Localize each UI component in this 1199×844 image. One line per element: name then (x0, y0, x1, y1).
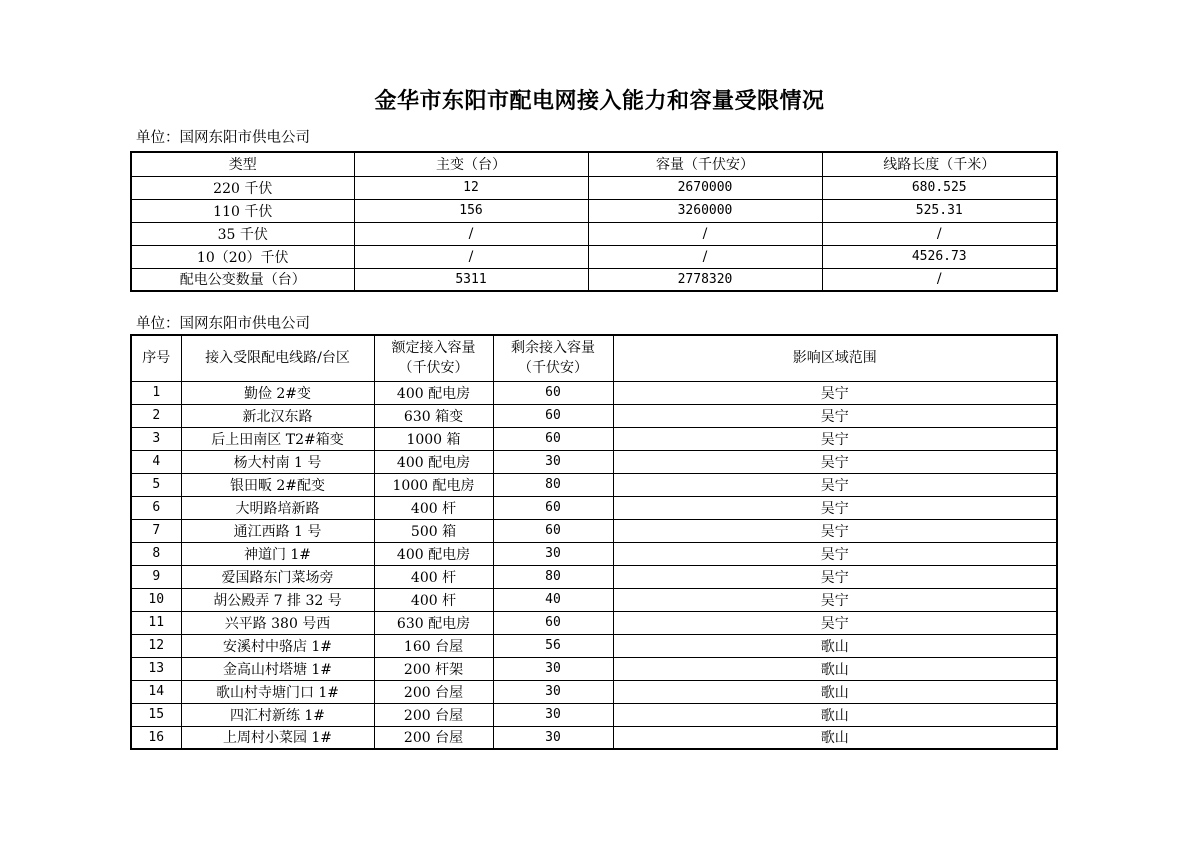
remaining-capacity-cell: 30 (493, 680, 613, 703)
seq-cell: 16 (131, 726, 181, 749)
remaining-capacity-cell: 60 (493, 404, 613, 427)
transformer-count-cell: / (354, 245, 588, 268)
seq-cell: 15 (131, 703, 181, 726)
line-length-cell: 680.525 (822, 176, 1057, 199)
line-name-cell: 兴平路 380 号西 (181, 611, 374, 634)
seq-cell: 7 (131, 519, 181, 542)
header-rated-capacity-line2: （千伏安） (398, 360, 469, 377)
transformer-count-cell: 12 (354, 176, 588, 199)
type-cell: 220 千伏 (131, 176, 354, 199)
remaining-capacity-cell: 30 (493, 542, 613, 565)
seq-cell: 9 (131, 565, 181, 588)
rated-capacity-cell: 1000 箱 (374, 427, 493, 450)
seq-cell: 1 (131, 381, 181, 404)
rated-capacity-cell: 200 台屋 (374, 703, 493, 726)
affected-area-cell: 歌山 (613, 726, 1057, 749)
line-name-cell: 勤俭 2#变 (181, 381, 374, 404)
type-cell: 配电公变数量（台） (131, 268, 354, 291)
affected-area-cell: 歌山 (613, 657, 1057, 680)
remaining-capacity-cell: 56 (493, 634, 613, 657)
restricted-row (131, 404, 1057, 427)
line-name-cell: 四汇村新练 1# (181, 703, 374, 726)
affected-area-cell: 吴宁 (613, 473, 1057, 496)
affected-area-cell: 歌山 (613, 680, 1057, 703)
rated-capacity-cell: 630 箱变 (374, 404, 493, 427)
line-length-cell: / (822, 268, 1057, 291)
seq-cell: 8 (131, 542, 181, 565)
rated-capacity-cell: 160 台屋 (374, 634, 493, 657)
rated-capacity-cell: 630 配电房 (374, 611, 493, 634)
rated-capacity-cell: 200 台屋 (374, 680, 493, 703)
affected-area-cell: 吴宁 (613, 450, 1057, 473)
affected-area-cell: 吴宁 (613, 542, 1057, 565)
transformer-count-cell: 5311 (354, 268, 588, 291)
restricted-row (131, 703, 1057, 726)
remaining-capacity-cell: 60 (493, 427, 613, 450)
affected-area-cell: 吴宁 (613, 404, 1057, 427)
seq-cell: 11 (131, 611, 181, 634)
line-name-cell: 神道门 1# (181, 542, 374, 565)
affected-area-cell: 吴宁 (613, 427, 1057, 450)
rated-capacity-cell: 400 配电房 (374, 381, 493, 404)
remaining-capacity-cell: 40 (493, 588, 613, 611)
type-cell: 10（20）千伏 (131, 245, 354, 268)
restricted-row (131, 381, 1057, 404)
capacity-cell: 2670000 (588, 176, 822, 199)
line-name-cell: 上周村小菜园 1# (181, 726, 374, 749)
affected-area-cell: 吴宁 (613, 381, 1057, 404)
header-seq: 序号 (131, 335, 181, 381)
rated-capacity-cell: 400 配电房 (374, 542, 493, 565)
restricted-row (131, 519, 1057, 542)
seq-cell: 5 (131, 473, 181, 496)
seq-cell: 6 (131, 496, 181, 519)
line-name-cell: 杨大村南 1 号 (181, 450, 374, 473)
header-remaining-capacity-line1: 剩余接入容量 (511, 340, 595, 357)
line-name-cell: 安溪村中骆店 1# (181, 634, 374, 657)
line-name-cell: 新北汉东路 (181, 404, 374, 427)
rated-capacity-cell: 200 杆架 (374, 657, 493, 680)
restricted-row (131, 634, 1057, 657)
header-affected-area: 影响区域范围 (613, 335, 1057, 381)
header-capacity: 容量（千伏安） (588, 152, 822, 176)
restricted-row (131, 680, 1057, 703)
remaining-capacity-cell: 30 (493, 657, 613, 680)
line-name-cell: 通江西路 1 号 (181, 519, 374, 542)
line-name-cell: 大明路培新路 (181, 496, 374, 519)
page-title: 金华市东阳市配电网接入能力和容量受限情况 (374, 89, 825, 114)
rated-capacity-cell: 400 杆 (374, 565, 493, 588)
transformer-count-cell: 156 (354, 199, 588, 222)
remaining-capacity-cell: 30 (493, 703, 613, 726)
summary-row (131, 268, 1057, 291)
restricted-row (131, 473, 1057, 496)
header-remaining-capacity (493, 335, 613, 381)
header-rated-capacity-line1: 额定接入容量 (391, 340, 476, 357)
line-name-cell: 金高山村塔塘 1# (181, 657, 374, 680)
affected-area-cell: 吴宁 (613, 565, 1057, 588)
affected-area-cell: 吴宁 (613, 519, 1057, 542)
rated-capacity-cell: 200 台屋 (374, 726, 493, 749)
type-cell: 110 千伏 (131, 199, 354, 222)
seq-cell: 10 (131, 588, 181, 611)
restricted-row (131, 427, 1057, 450)
type-cell: 35 千伏 (131, 222, 354, 245)
capacity-cell: 2778320 (588, 268, 822, 291)
header-transformers: 主变（台） (354, 152, 588, 176)
transformer-count-cell: / (354, 222, 588, 245)
restricted-row (131, 542, 1057, 565)
line-length-cell: / (822, 222, 1057, 245)
rated-capacity-cell: 1000 配电房 (374, 473, 493, 496)
header-remaining-capacity-line2: （千伏安） (518, 360, 588, 377)
summary-row (131, 176, 1057, 199)
header-rated-capacity (374, 335, 493, 381)
capacity-cell: / (588, 245, 822, 268)
header-restricted-line: 接入受限配电线路/台区 (181, 335, 374, 381)
remaining-capacity-cell: 60 (493, 496, 613, 519)
summary-row (131, 199, 1057, 222)
seq-cell: 14 (131, 680, 181, 703)
affected-area-cell: 吴宁 (613, 611, 1057, 634)
line-name-cell: 后上田南区 T2#箱变 (181, 427, 374, 450)
rated-capacity-cell: 500 箱 (374, 519, 493, 542)
line-length-cell: 4526.73 (822, 245, 1057, 268)
seq-cell: 12 (131, 634, 181, 657)
capacity-cell: 3260000 (588, 199, 822, 222)
affected-area-cell: 歌山 (613, 634, 1057, 657)
remaining-capacity-cell: 60 (493, 381, 613, 404)
restricted-row (131, 611, 1057, 634)
seq-cell: 2 (131, 404, 181, 427)
remaining-capacity-cell: 60 (493, 611, 613, 634)
line-name-cell: 歌山村寺塘门口 1# (181, 680, 374, 703)
remaining-capacity-cell: 30 (493, 450, 613, 473)
line-name-cell: 银田畈 2#配变 (181, 473, 374, 496)
summary-row (131, 222, 1057, 245)
seq-cell: 13 (131, 657, 181, 680)
remaining-capacity-cell: 80 (493, 473, 613, 496)
restricted-lines-table (130, 334, 1058, 750)
affected-area-cell: 吴宁 (613, 496, 1057, 519)
summary-row (131, 245, 1057, 268)
rated-capacity-cell: 400 配电房 (374, 450, 493, 473)
summary-header-row (131, 152, 1057, 176)
header-type: 类型 (131, 152, 354, 176)
restricted-row (131, 450, 1057, 473)
restricted-row (131, 496, 1057, 519)
restricted-header-row (131, 335, 1057, 381)
unit-label-summary: 单位：国网东阳市供电公司 (136, 130, 310, 146)
capacity-cell: / (588, 222, 822, 245)
line-length-cell: 525.31 (822, 199, 1057, 222)
rated-capacity-cell: 400 杆 (374, 588, 493, 611)
seq-cell: 3 (131, 427, 181, 450)
rated-capacity-cell: 400 杆 (374, 496, 493, 519)
remaining-capacity-cell: 80 (493, 565, 613, 588)
affected-area-cell: 歌山 (613, 703, 1057, 726)
capacity-summary-table (130, 151, 1058, 292)
restricted-row (131, 726, 1057, 749)
restricted-row (131, 588, 1057, 611)
remaining-capacity-cell: 60 (493, 519, 613, 542)
header-line-length: 线路长度（千米） (822, 152, 1057, 176)
restricted-row (131, 565, 1057, 588)
remaining-capacity-cell: 30 (493, 726, 613, 749)
restricted-row (131, 657, 1057, 680)
seq-cell: 4 (131, 450, 181, 473)
line-name-cell: 胡公殿弄 7 排 32 号 (181, 588, 374, 611)
unit-label-restricted: 单位：国网东阳市供电公司 (136, 316, 310, 332)
affected-area-cell: 吴宁 (613, 588, 1057, 611)
line-name-cell: 爱国路东门菜场旁 (181, 565, 374, 588)
